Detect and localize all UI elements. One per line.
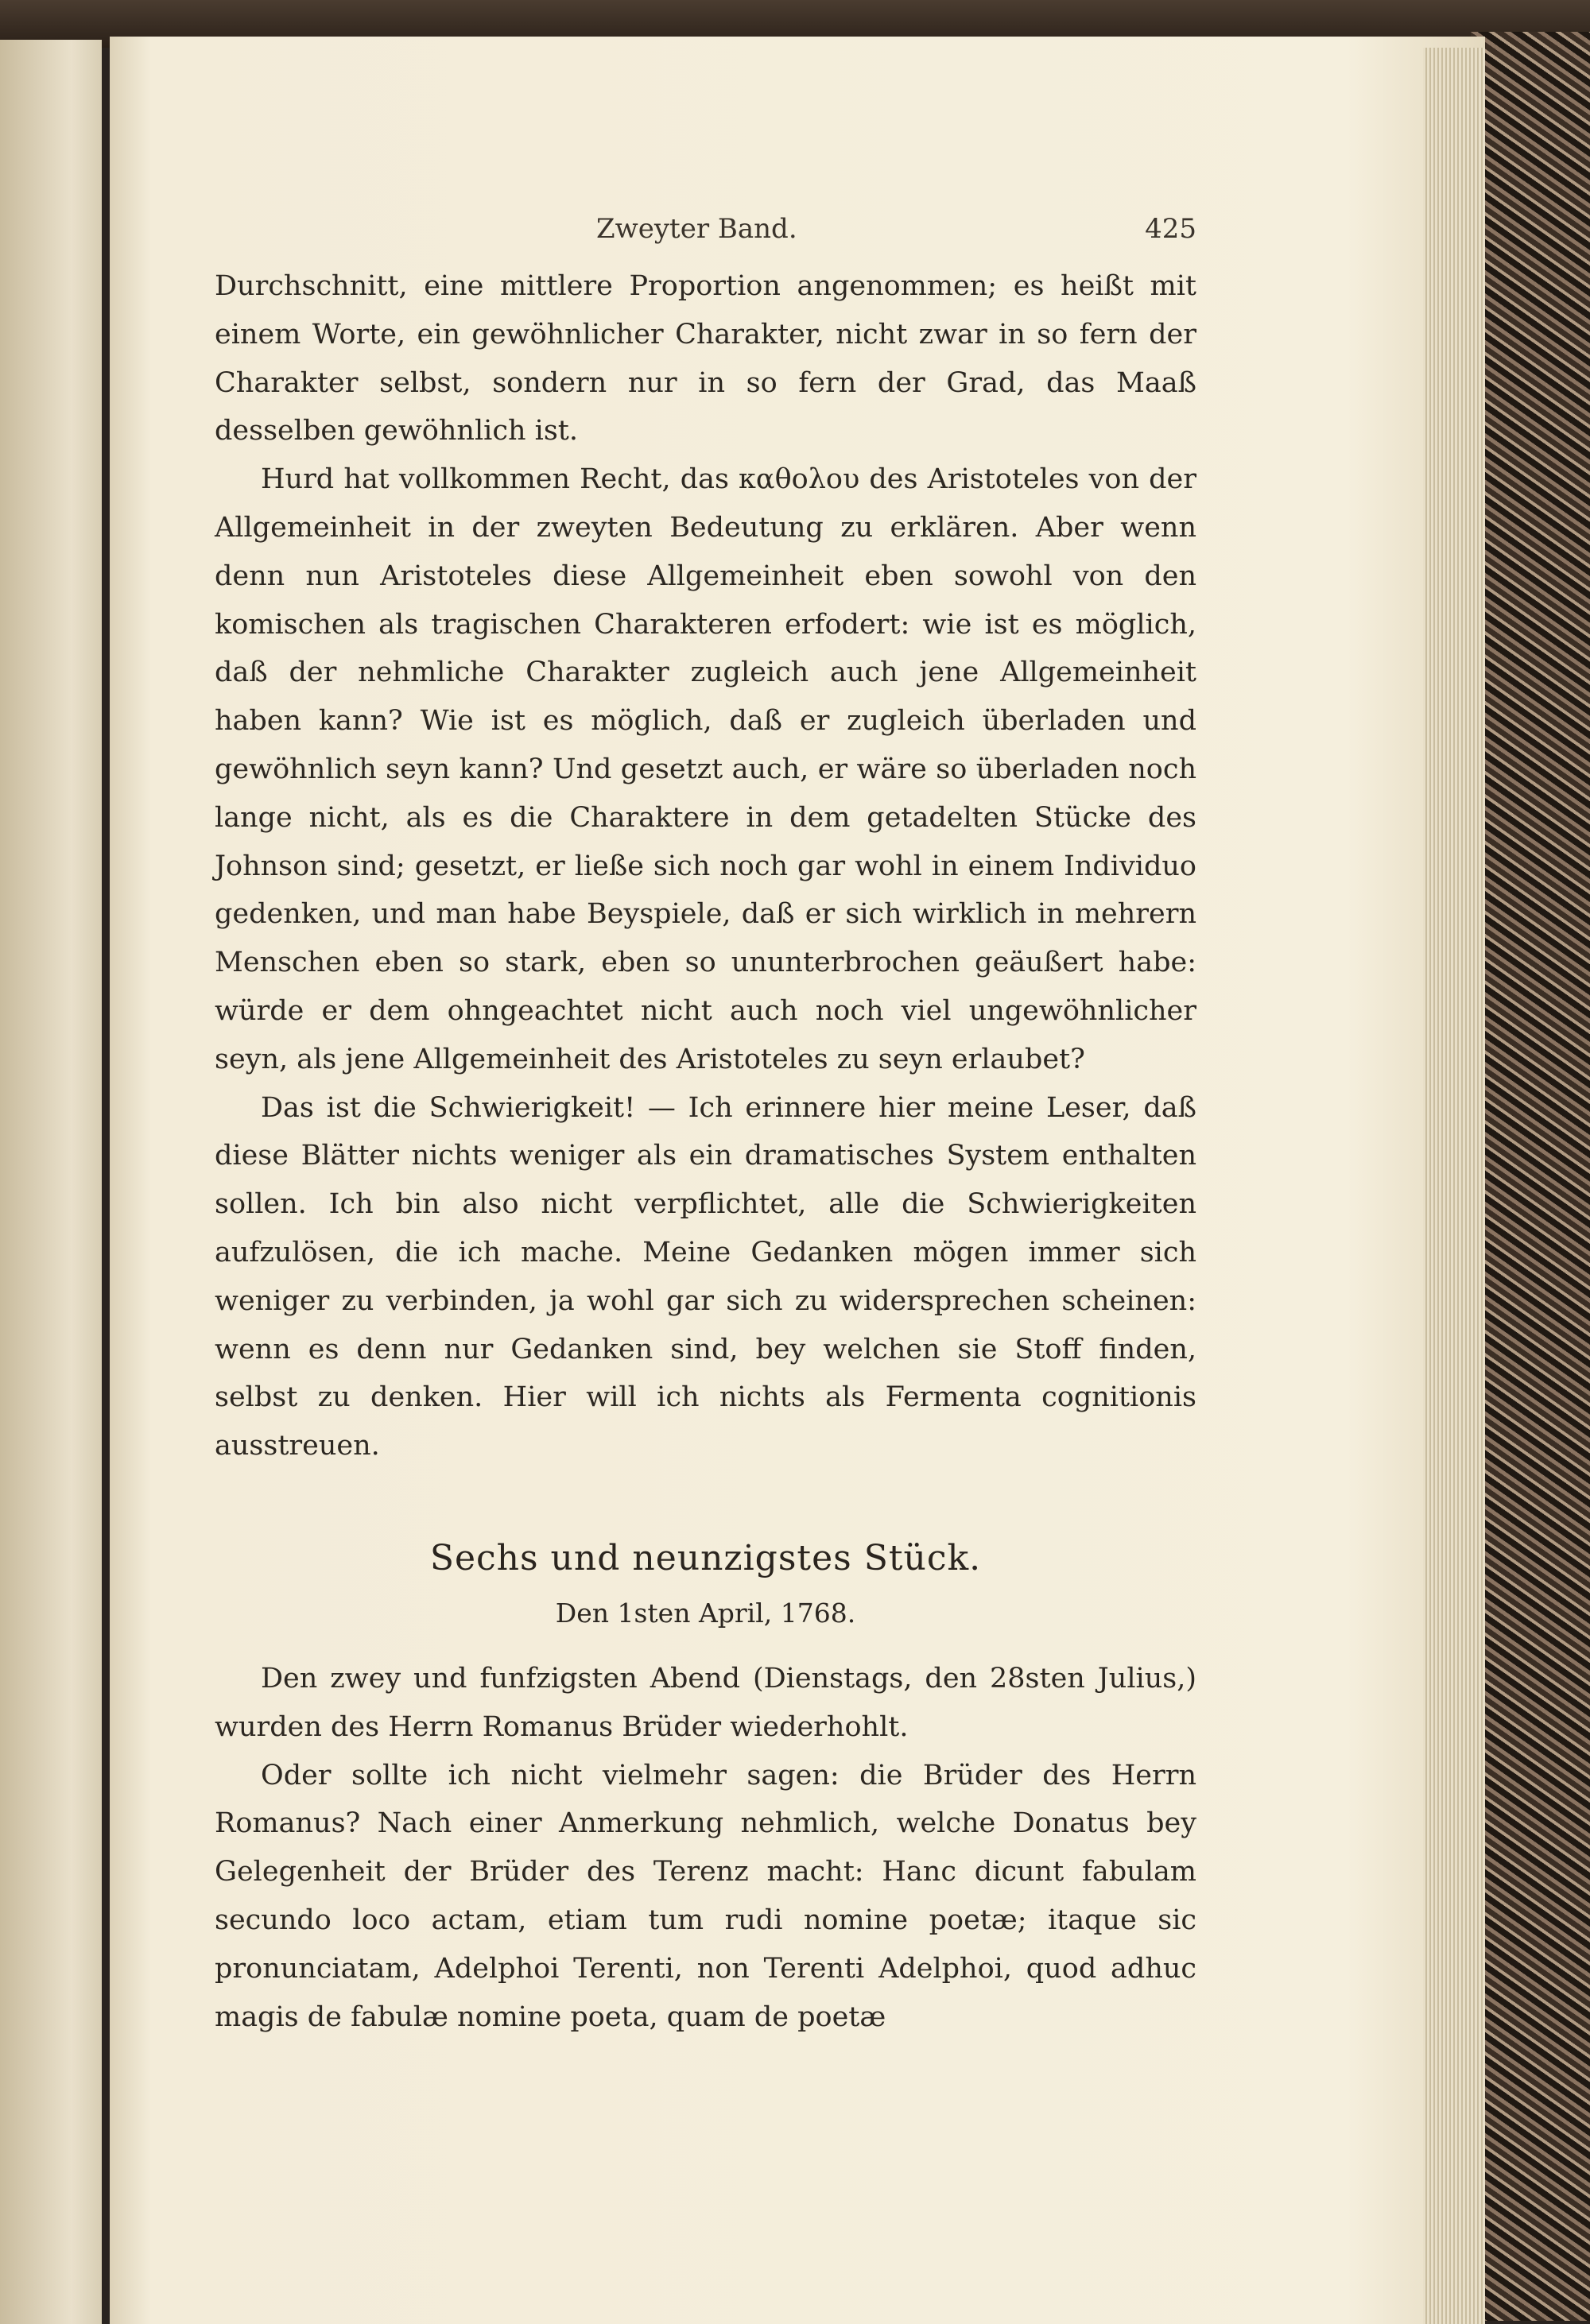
left-page-edge <box>0 40 102 2324</box>
paragraph: Durchschnitt, eine mittlere Proportion angenommen; es heißt mit einem Worte, ein gewöhnlicher Charakter, nicht zwar in so fern der Charakter selbst, sondern nur in so fern der Grad, das Maaß desselben gewöhnlich ist. <box>215 270 1196 447</box>
paragraph: Den zwey und funfzigsten Abend (Dienstags, den 28sten Julius,) wurden des Herrn Romanus Brüder wiederhohlt. <box>215 1663 1196 1743</box>
running-head <box>215 213 1196 256</box>
running-head-title: Zweyter Band. <box>596 213 797 245</box>
dateline: Den 1sten April, 1768. <box>555 1598 856 1629</box>
book-cover-edge <box>1471 32 1590 2321</box>
body-text-top <box>215 262 1196 1470</box>
body-text-bottom <box>215 1655 1196 2041</box>
page-stack-edges <box>1423 48 1485 2324</box>
section-title: Sechs und neunzigstes Stück. <box>429 1538 982 1578</box>
paragraph: Hurd hat vollkommen Recht, das καθολου des Aristoteles von der Allgemeinheit in der zweyten Bedeutung zu erklären. Aber wenn denn nun Aristoteles diese Allgemeinheit eben sowohl von den komischen als tragischen Charakteren erfodert: wie ist es möglich, daß der nehmliche Charakter zugleich auch jene Allgemeinheit haben kann? Wie ist es möglich, daß er zugleich überladen und gewöhnlich seyn kann? Und gesetzt auch, er wäre so überladen noch lange nicht, als es die Charaktere in dem getadelten Stücke des Johnson sind; gesetzt, er ließe sich noch gar wohl in einem Individuo gedenken, und man habe Beyspiele, daß er sich wirklich in mehrern Menschen eben so stark, eben so ununterbrochen geäußert habe: würde er dem ohngeachtet nicht auch noch viel ungewöhnlicher seyn, als jene Allgemeinheit des Aristoteles zu seyn erlaubet? <box>215 463 1196 1075</box>
paragraph: Das ist die Schwierigkeit! — Ich erinnere hier meine Leser, daß diese Blätter nichts weniger als ein dramatisches System enthalten sollen. Ich bin also nicht verpflichtet, alle die Schwierigkeiten aufzulösen, die ich mache. Meine Gedanken mögen immer sich weniger zu verbinden, ja wohl gar sich zu widersprechen scheinen: wenn es denn nur Gedanken sind, bey welchen sie Stoff finden, selbst zu denken. Hier will ich nichts als Fermenta cognitionis ausstreuen. <box>215 1091 1196 1462</box>
paragraph: Oder sollte ich nicht vielmehr sagen: die Brüder des Herrn Romanus? Nach einer Anmerkung nehmlich, welche Donatus bey Gelegenheit der Brüder des Terenz macht: Hanc dicunt fabulam secundo loco actam, etiam tum rudi nomine poetæ; itaque sic pronunciatam, Adelphoi Terenti, non Terenti Adelphoi, quod adhuc magis de fabulæ nomine poeta, quam de poetæ <box>215 1759 1196 2033</box>
page-number: 425 <box>1145 213 1196 245</box>
